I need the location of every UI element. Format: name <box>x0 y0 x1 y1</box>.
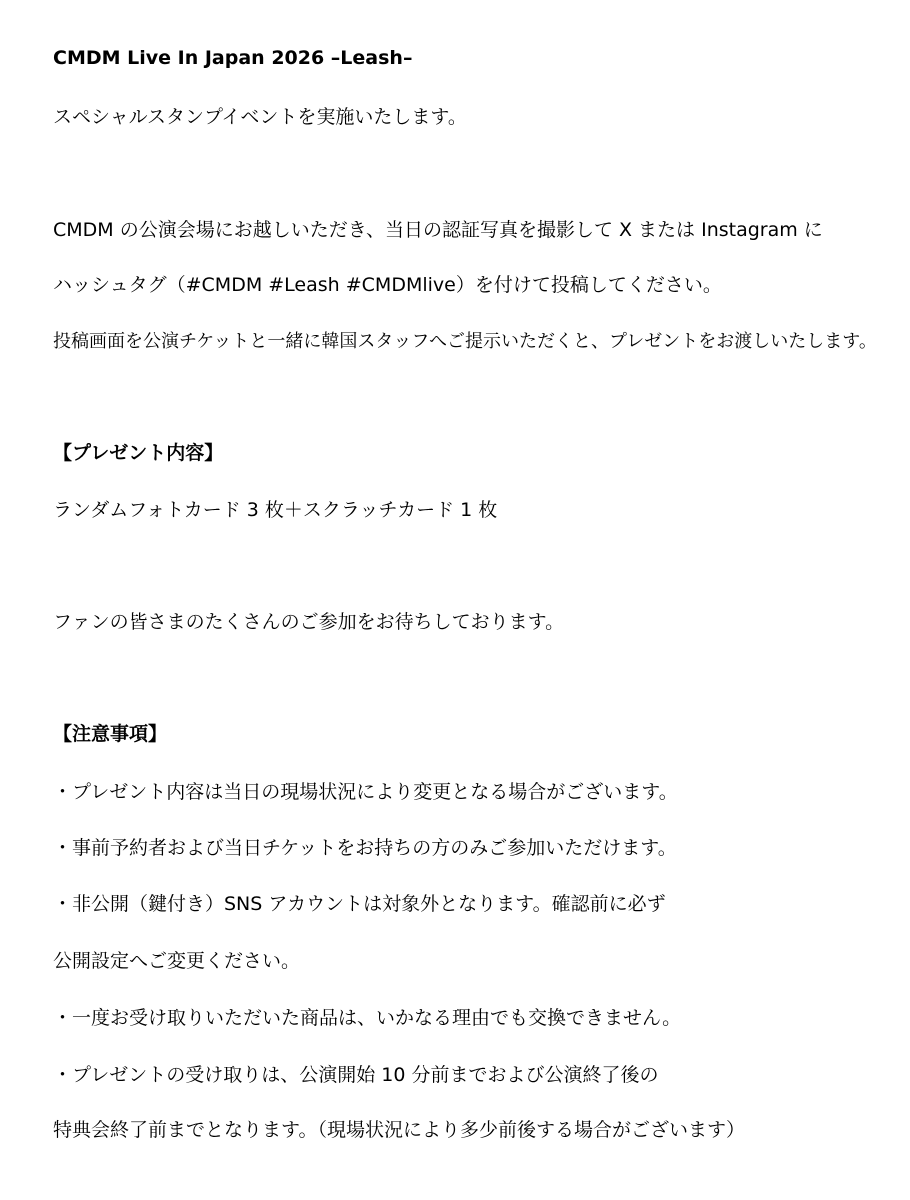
body-paragraph-1: CMDM の公演会場にお越しいただき、当日の認証写真を撮影して X または Instagram に <box>53 219 823 241</box>
present-heading: 【プレゼント内容】 <box>53 442 224 464</box>
present-content: ランダムフォトカード 3 枚＋スクラッチカード 1 枚 <box>53 499 498 521</box>
document-title: CMDM Live In Japan 2026 –Leash– <box>53 47 413 69</box>
body-paragraph-3: 投稿画面を公演チケットと一緒に韓国スタッフへご提示いただくと、プレゼントをお渡しいたします。 <box>53 331 877 352</box>
note-item-continuation: 公開設定へご変更ください。 <box>53 950 301 972</box>
note-item: ・一度お受け取りいただいた商品は、いかなる理由でも交換できません。 <box>53 1007 682 1029</box>
note-item: ・プレゼント内容は当日の現場状況により変更となる場合がございます。 <box>53 781 678 803</box>
closing-text: ファンの皆さまのたくさんのご参加をお待ちしております。 <box>53 611 565 633</box>
note-item: ・プレゼントの受け取りは、公演開始 10 分前までおよび公演終了後の <box>53 1064 659 1086</box>
body-paragraph-2: ハッシュタグ（#CMDM #Leash #CMDMlive）を付けて投稿してください。 <box>53 274 722 296</box>
note-item: ・事前予約者および当日チケットをお持ちの方のみご参加いただけます。 <box>53 837 677 859</box>
note-item: ・非公開（鍵付き）SNS アカウントは対象外となります。確認前に必ず <box>53 893 666 915</box>
intro-text: スペシャルスタンプイベントを実施いたします。 <box>53 106 467 128</box>
notes-heading: 【注意事項】 <box>53 723 168 745</box>
note-item-continuation: 特典会終了前までとなります。（現場状況により多少前後する場合がございます） <box>53 1119 745 1141</box>
